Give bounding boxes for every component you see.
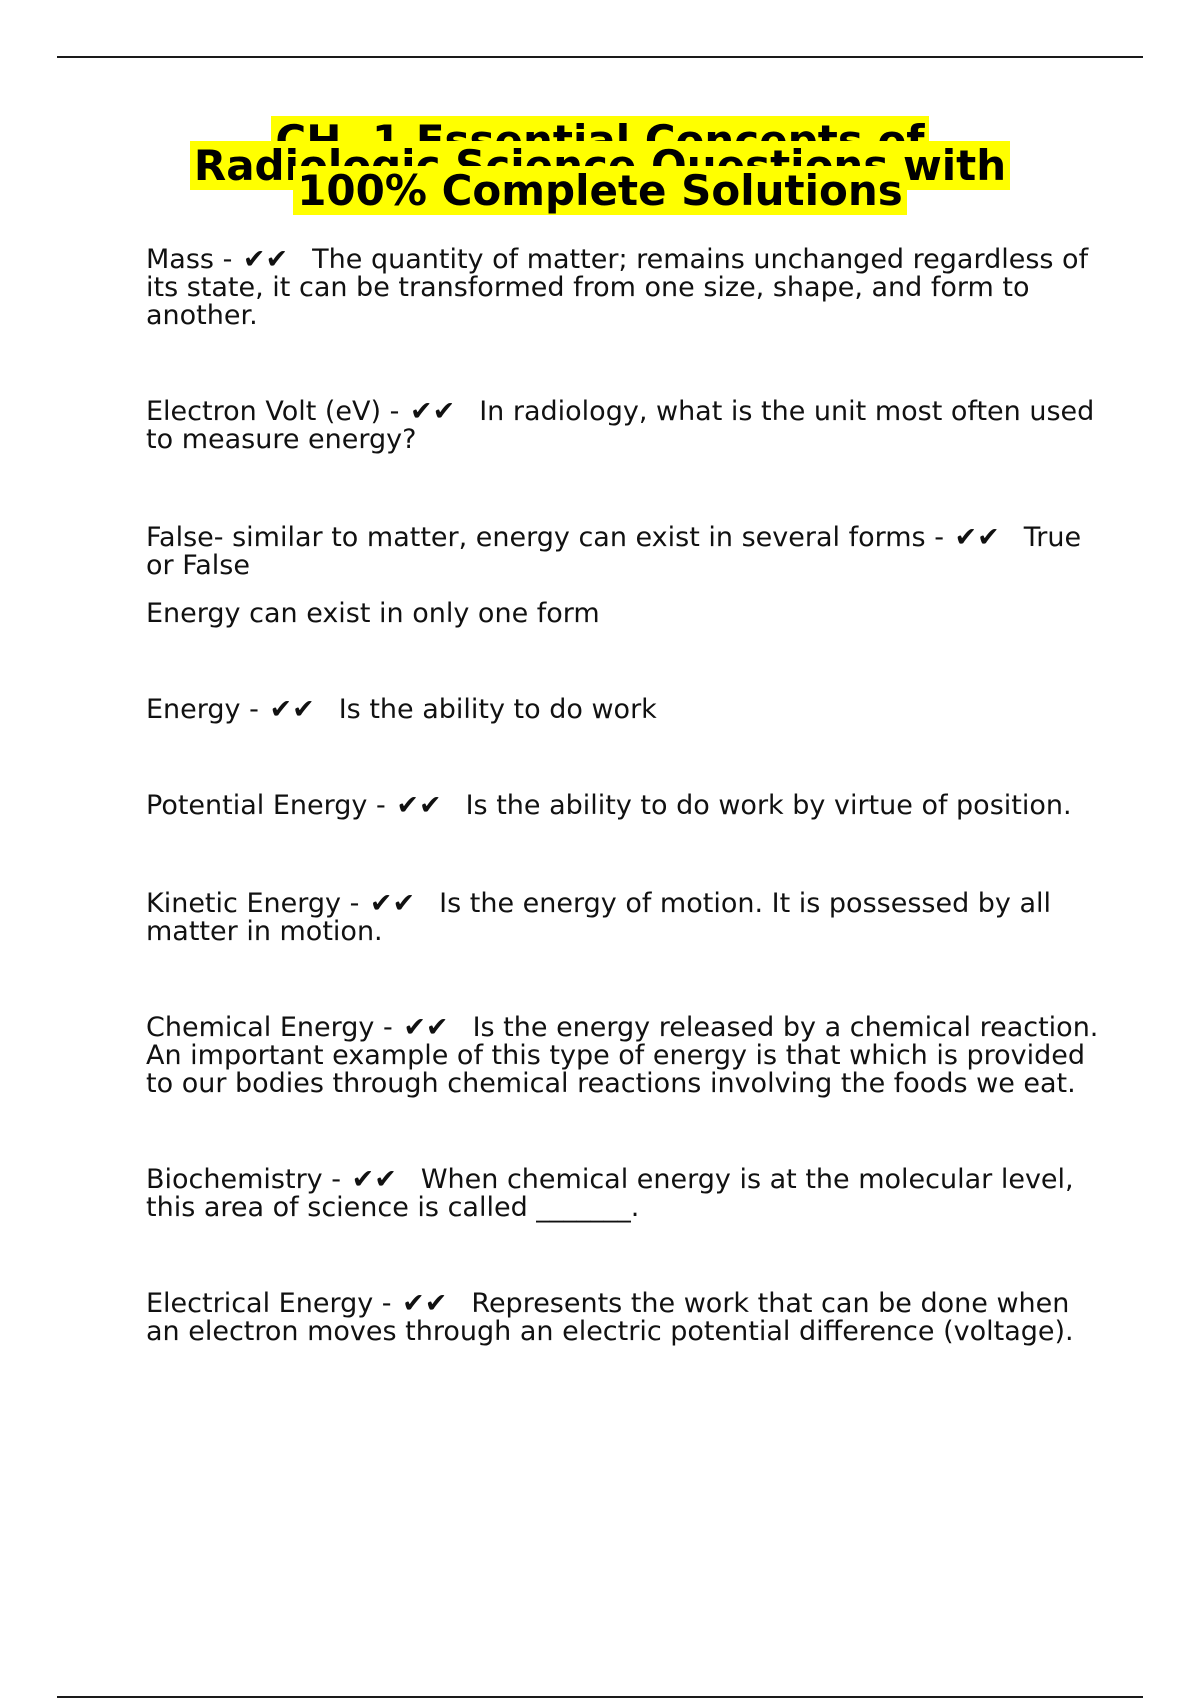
flashcard-definition: The quantity of matter; remains unchanged regardless of its state, it can be transformed from one size, shape, and form to another. [146,244,1089,331]
check-icon: ✔✔ [242,244,289,275]
flashcard-item: Electron Volt (eV) - ✔✔ In radiology, what is the unit most often used to measure energy? [146,396,1095,455]
flashcard-definition: Is the ability to do work [338,694,657,725]
flashcard-term: Mass [146,244,214,275]
check-icon: ✔✔ [269,694,315,725]
flashcard-item: Mass - ✔✔ The quantity of matter; remains unchanged regardless of its state, it can be transformed from one size, shape, and form to another. [146,244,1089,331]
flashcard-definition: Represents the work that can be done when an electron moves through an electric potential difference (voltage). [146,1288,1074,1347]
flashcard-definition: Is the ability to do work by virtue of position. [465,790,1072,821]
footer-rule [57,1696,1143,1698]
flashcard-definition: Is the energy of motion. It is possessed by all matter in motion. [146,888,1052,947]
flashcard-definition: In radiology, what is the unit most often used to measure energy? [146,396,1095,455]
flashcard-term: Biochemistry [146,1164,323,1195]
flashcard-extra-line: Energy can exist in only one form [146,598,600,629]
flashcard-term: False- similar to matter, energy can exist in several forms [146,522,926,553]
check-icon: ✔✔ [396,790,442,821]
flashcard-term: Electron Volt (eV) [146,396,382,427]
flashcard-term: Chemical Energy [146,1012,375,1043]
check-icon: ✔✔ [351,1164,397,1195]
check-icon: ✔✔ [369,888,416,919]
flashcard-definition: True or False [146,522,1082,581]
flashcard-definition: Is the energy released by a chemical reaction. An important example of this type of energy is that which is provided to our bodies through chemical reactions involving the foods we eat. [146,1012,1099,1099]
document-title [150,116,1050,215]
header-rule [57,56,1143,58]
flashcard-item: Biochemistry - ✔✔ When chemical energy is at the molecular level, this area of science is called _______. [146,1164,1074,1223]
flashcard-term: Electrical Energy [146,1288,374,1319]
flashcard-term: Energy [146,694,241,725]
check-icon: ✔✔ [402,1288,448,1319]
check-icon: ✔✔ [409,396,456,427]
flashcard-item: Electrical Energy - ✔✔ Represents the work that can be done when an electron moves through an electric potential difference (voltage). [146,1288,1074,1347]
flashcard-term: Kinetic Energy [146,888,341,919]
check-icon: ✔✔ [403,1012,449,1043]
flashcard-item: False- similar to matter, energy can exist in several forms - ✔✔ True or False Energy can exist in only one form [146,524,1106,628]
flashcard-definition: When chemical energy is at the molecular level, this area of science is called _______. [146,1164,1074,1223]
flashcard-item: Potential Energy - ✔✔ Is the ability to do work by virtue of position. [146,790,1072,821]
flashcard-list [146,246,1106,1346]
flashcard-item: Energy - ✔✔ Is the ability to do work [146,694,657,725]
flashcard-item: Kinetic Energy - ✔✔ Is the energy of motion. It is possessed by all matter in motion. [146,888,1052,947]
flashcard-item: Chemical Energy - ✔✔ Is the energy released by a chemical reaction. An important example of this type of energy is that which is provided to our bodies through chemical reactions involving the foods we eat. [146,1012,1099,1099]
check-icon: ✔✔ [954,522,1000,553]
flashcard-term: Potential Energy [146,790,368,821]
title-highlight: CH. 1 Essential Concepts of Radiologic Science Questions with 100% Complete Solutions [190,116,1010,215]
